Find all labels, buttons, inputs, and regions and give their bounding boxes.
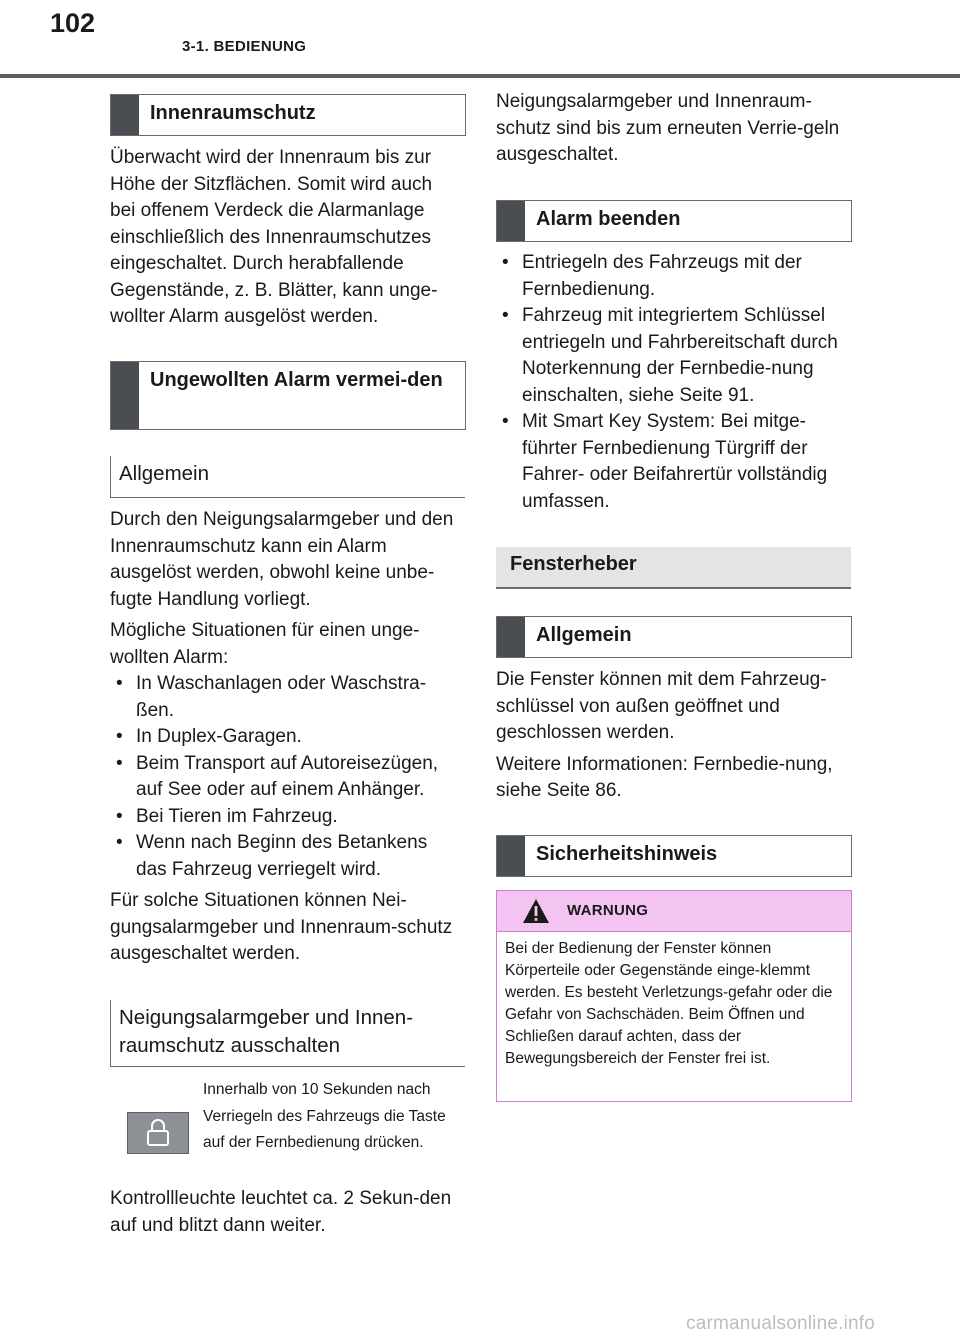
page-number: 102 [50,8,96,38]
heading-text: Allgemein [536,624,632,646]
lock-icon [128,1113,188,1153]
subheading-allgemein [110,456,465,498]
heading-bar [497,617,525,657]
alarm-beenden-list [496,250,846,515]
lock-button [127,1112,189,1154]
heading-alarm-beenden [496,200,852,242]
body-text: Durch den Neigungsalarmgeber und den Innenraumschutz kann ein Alarm ausgelöst werden, obwohl keine unbe-fugte Handlung vorliegt. [110,509,454,610]
list-item: • Mit Smart Key System: Bei mitge-führter Fernbedienung Türgriff der Fahrer- oder Beifahrertür vollständig umfassen. [496,409,846,515]
section-fensterheber [496,547,851,589]
body-text: Kontrollleuchte leuchtet ca. 2 Sekun-den auf und blitzt dann weiter. [110,1188,452,1236]
section-title: 3-1. BEDIENUNG [182,38,307,55]
body-text: Mögliche Situationen für einen unge-wollten Alarm: [110,620,420,668]
list-item: • Beim Transport auf Autoreisezügen, auf See oder auf einem Anhänger. [110,751,460,804]
warning-header [497,891,851,932]
body-text: Überwacht wird der Innenraum bis zur Höhe der Sitzflächen. Somit wird auch bei offenem Verdeck die Alarmanlage einschließlich des Innenraumschutzes eingeschaltet. Durch herabfallende Gegenstände, z. B. Blätter, kann unge-wollter Alarm ausgelöst werden. [110,147,438,327]
subheading-text: Allgemein [119,462,210,485]
list-item: • In Duplex-Garagen. [110,724,460,751]
ungewollt-content [110,507,460,968]
subheading-ausschalten [110,1000,465,1067]
heading-text: Sicherheitshinweis [536,843,718,865]
warning-triangle-icon [521,897,551,925]
warning-label: WARNUNG [567,902,649,919]
section-text: Fensterheber [510,553,637,575]
list-item: • Fahrzeug mit integriertem Schlüssel entriegeln und Fahrbereitschaft durch Noterkennung der Fernbedie-nung einschalten, siehe Seite 91. [496,303,846,409]
list-item: • Entriegeln des Fahrzeugs mit der Fernbedienung. [496,250,846,303]
fensterheber-content [496,667,846,805]
bullet-list [110,671,460,883]
list-item: • Bei Tieren im Fahrzeug. [110,804,460,831]
bullet-list [496,250,846,515]
ausschalten-paragraph [110,1186,460,1239]
watermark: carmanualsonline.info [686,1313,876,1334]
heading-allgemein-fenster [496,616,852,658]
heading-bar [111,362,139,429]
heading-innenraumschutz [110,94,466,136]
heading-text: Innenraumschutz [150,102,316,124]
warning-box [496,890,852,1102]
body-text: Neigungsalarmgeber und Innenraum-schutz sind bis zum erneuten Verrie-geln ausgeschaltet. [496,91,840,165]
list-item: • In Waschanlagen oder Waschstra-ßen. [110,671,460,724]
list-item: • Wenn nach Beginn des Betankens das Fahrzeug verriegelt wird. [110,830,460,883]
subheading-text: Neigungsalarmgeber und Innen-raumschutz ausschalten [119,1006,414,1057]
heading-bar [111,95,139,135]
body-text: Die Fenster können mit dem Fahrzeug-schlüssel von außen geöffnet und geschlossen werden. [496,669,827,743]
body-text: Für solche Situationen können Nei-gungsalarmgeber und Innenraum-schutz ausgeschaltet werden. [110,890,453,964]
lock-instruction: Innerhalb von 10 Sekunden nach Verriegeln des Fahrzeugs die Taste auf der Fernbedienung drücken. [203,1081,446,1151]
innenraumschutz-paragraph [110,145,460,331]
warning-text: Bei der Bedienung der Fenster können Körperteile oder Gegenstände einge-klemmt werden. Es besteht Verletzungs-gefahr oder die Gefahr von Sachschäden. Beim Öffnen und Schließen darauf achten, dass der Bewegungsbereich der Fenster frei ist. [505,940,833,1067]
heading-sicherheitshinweis [496,835,852,877]
heading-text: Alarm beenden [536,208,681,230]
heading-bar [497,836,525,876]
heading-text: Ungewollten Alarm vermei-den [150,369,443,391]
header-rule [0,74,960,78]
right-intro [496,89,846,169]
body-text: Weitere Informationen: Fernbedie-nung, siehe Seite 86. [496,753,833,801]
heading-bar [497,201,525,241]
heading-ungewollt [110,361,466,430]
